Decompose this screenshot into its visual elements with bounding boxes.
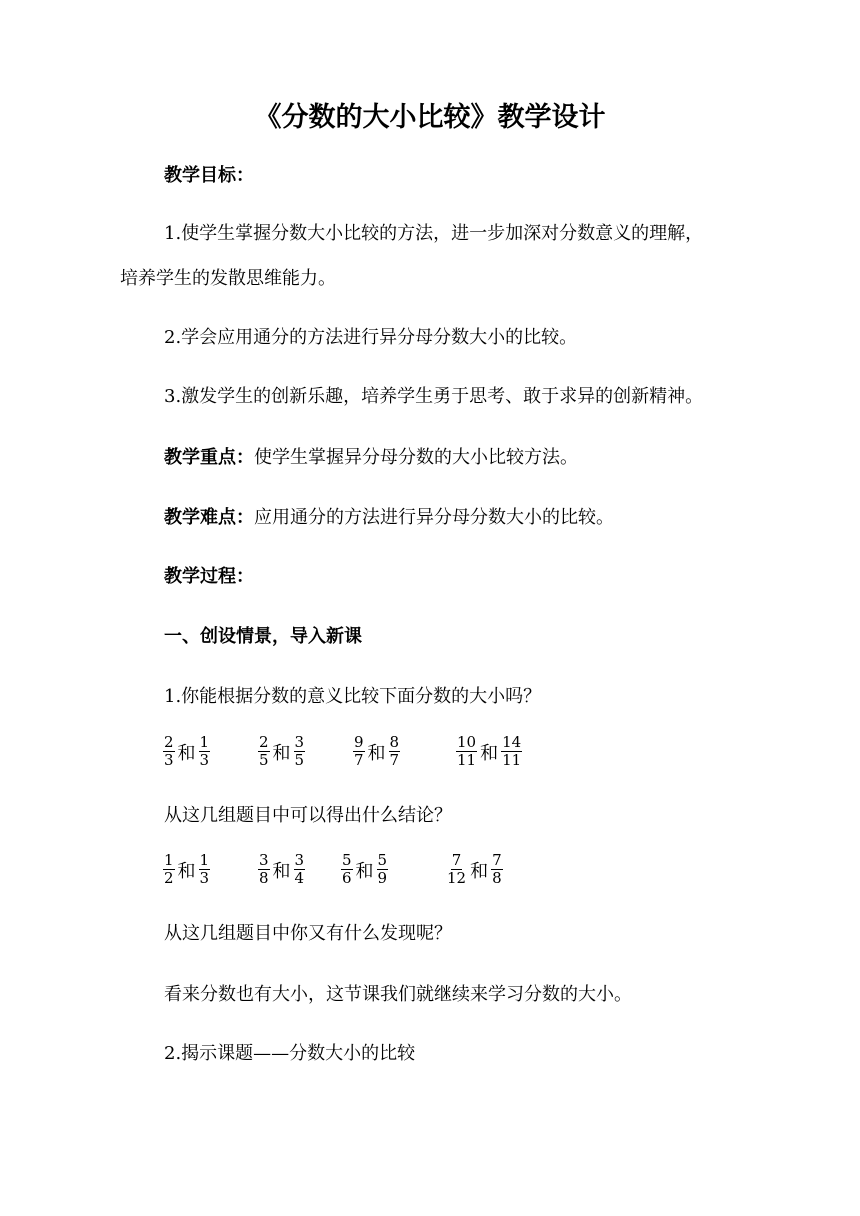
- fraction-pair-2-3: [340, 852, 389, 887]
- fraction: [294, 852, 306, 887]
- goals-heading: 教学目标：: [164, 165, 254, 186]
- and-word: 和: [470, 860, 489, 882]
- goal-2: 2.学会应用通分的方法进行异分母分数大小的比较。: [164, 327, 578, 348]
- fraction-denominator: 8: [492, 869, 502, 887]
- fraction: [389, 734, 401, 769]
- fraction-numerator: 5: [342, 851, 352, 869]
- fraction-numerator: 5: [377, 851, 388, 869]
- fraction: [294, 734, 306, 769]
- goal-3: 3.激发学生的创新乐趣，培养学生勇于思考、敢于求异的创新精神。: [164, 386, 704, 407]
- fraction: [258, 734, 270, 769]
- question-conclusion: 从这几组题目中可以得出什么结论？: [164, 805, 452, 826]
- fraction-pair-2-2: [257, 852, 306, 887]
- goal-1-line-2: 培养学生的发散思维能力。: [120, 268, 336, 289]
- fraction-numerator: 10: [457, 733, 477, 751]
- fraction-numerator: 2: [259, 733, 269, 751]
- fraction-denominator: 7: [389, 751, 400, 769]
- fraction-numerator: 3: [259, 851, 269, 869]
- fraction-pair-2-4: [445, 852, 504, 887]
- question-1: 1.你能根据分数的意义比较下面分数的大小吗？: [164, 686, 542, 707]
- fraction-denominator: 11: [457, 751, 477, 769]
- fraction-denominator: 12: [447, 869, 467, 887]
- and-word: 和: [177, 742, 196, 764]
- fraction-pair-2-1: [162, 852, 211, 887]
- fraction-denominator: 3: [199, 751, 210, 769]
- process-heading: 教学过程：: [164, 566, 254, 587]
- difficulty-point: [164, 506, 614, 530]
- fraction-numerator: 7: [451, 851, 462, 869]
- fraction-denominator: 2: [164, 869, 174, 887]
- fraction: [501, 734, 522, 769]
- fraction-denominator: 3: [199, 869, 210, 887]
- fraction-numerator: 7: [492, 851, 502, 869]
- fraction: [353, 734, 365, 769]
- fraction-numerator: 1: [199, 851, 210, 869]
- fraction: [377, 852, 389, 887]
- and-word: 和: [272, 860, 291, 882]
- and-word: 和: [177, 860, 196, 882]
- and-word: 和: [355, 860, 374, 882]
- key-point-label: 教学重点：: [164, 447, 254, 468]
- difficulty-label: 教学难点：: [164, 507, 254, 528]
- fraction-numerator: 3: [294, 733, 305, 751]
- fraction-denominator: 4: [294, 869, 305, 887]
- fraction-numerator: 2: [164, 733, 174, 751]
- fraction-denominator: 8: [259, 869, 269, 887]
- fraction: [456, 734, 477, 769]
- fraction: [491, 852, 503, 887]
- fraction-pair-1-4: [455, 734, 523, 769]
- fraction-denominator: 7: [354, 751, 364, 769]
- fraction-denominator: 5: [294, 751, 305, 769]
- fraction: [163, 852, 175, 887]
- fraction: [199, 734, 211, 769]
- and-word: 和: [367, 742, 386, 764]
- difficulty-text: 应用通分的方法进行异分母分数大小的比较。: [254, 507, 614, 528]
- fraction-numerator: 3: [294, 851, 305, 869]
- fraction: [258, 852, 270, 887]
- question-discovery: 从这几组题目中你又有什么发现呢？: [164, 923, 452, 944]
- fraction: [341, 852, 353, 887]
- fraction-pair-1-2: [257, 734, 306, 769]
- fraction: [163, 734, 175, 769]
- fraction-denominator: 5: [259, 751, 269, 769]
- section-1-heading: 一、创设情景，导入新课: [164, 626, 362, 647]
- goal-1-line-1: 1.使学生掌握分数大小比较的方法，进一步加深对分数意义的理解，: [164, 223, 704, 244]
- key-point: [164, 446, 578, 470]
- fraction: [199, 852, 211, 887]
- fraction-numerator: 1: [164, 851, 174, 869]
- page-title: 《分数的大小比较》教学设计: [254, 102, 606, 133]
- fraction-denominator: 9: [377, 869, 388, 887]
- fraction-denominator: 3: [164, 751, 174, 769]
- fraction-denominator: 6: [342, 869, 352, 887]
- and-word: 和: [480, 742, 499, 764]
- fraction-pair-1-3: [352, 734, 401, 769]
- transition-text: 看来分数也有大小，这节课我们就继续来学习分数的大小。: [164, 984, 632, 1005]
- fraction-numerator: 8: [389, 733, 400, 751]
- and-word: 和: [272, 742, 291, 764]
- fraction: [446, 852, 467, 887]
- fraction-numerator: 1: [199, 733, 210, 751]
- key-point-text: 使学生掌握异分母分数的大小比较方法。: [254, 447, 578, 468]
- fraction-pair-1-1: [162, 734, 211, 769]
- fraction-numerator: 14: [502, 733, 522, 751]
- question-2: 2.揭示课题——分数大小的比较: [164, 1043, 416, 1064]
- fraction-denominator: 11: [502, 751, 522, 769]
- fraction-numerator: 9: [354, 733, 364, 751]
